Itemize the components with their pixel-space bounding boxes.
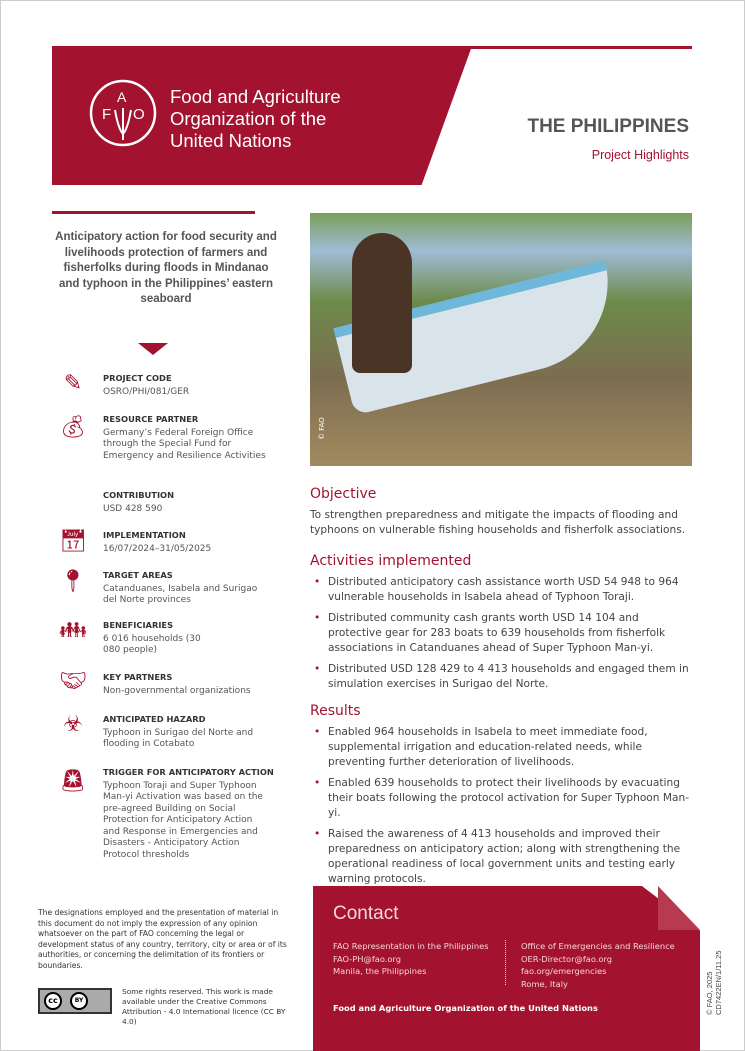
doc-code: CD7422EN/1/11.25 [714, 950, 723, 1015]
cc-license-badge [38, 988, 112, 1014]
fact-label: PROJECT CODE [103, 373, 172, 383]
fact-value: Germany’s Federal Foreign Office through the Special Fund for Emergency and Resilience Activities [103, 427, 266, 461]
fact-value: Catanduanes, Isabela and Surigao del Norte provinces [103, 583, 258, 605]
fact-value: Typhoon Toraji and Super Typhoon Man-yi Activation was based on the pre-agreed Building on Social Protection for Anticipatory Action and Response in Emergencies and Disasters - Anticipatory Action Protocol thresholds [103, 780, 263, 860]
list-item: • Distributed USD 128 429 to 4 413 households and engaged them in simulation exercises in Surigao del Norte. [310, 662, 695, 692]
activities-section [310, 554, 695, 698]
photo-credit: © FAO [318, 417, 326, 440]
fact-label: TRIGGER FOR ANTICIPATORY ACTION [103, 767, 274, 777]
contact-line: Office of Emergencies and Resilience [521, 941, 675, 951]
person-shape [352, 233, 412, 373]
contact-email[interactable]: OER-Director@fao.org [521, 953, 613, 964]
svg-text:O: O [133, 106, 145, 123]
svg-text:A: A [117, 89, 127, 105]
section-heading: Objective [310, 486, 377, 502]
fact-label: ANTICIPATED HAZARD [103, 714, 206, 724]
country-title: THE PHILIPPINES [527, 116, 689, 137]
copyright-line: © FAO, 2025 [705, 971, 714, 1015]
fact-value: 16/07/2024–31/05/2025 [103, 543, 212, 554]
contact-left [333, 940, 489, 978]
fact-project-code [103, 373, 273, 398]
fact-value: Non-governmental organizations [103, 685, 251, 696]
objective-text: To strengthen preparedness and mitigate the impacts of flooding and typhoons on vulnerable fishing households and fisherfolk associations. [310, 509, 686, 536]
contact-link[interactable]: fao.org/emergencies [521, 966, 607, 976]
photo-fisherman-boat [310, 213, 692, 466]
contact-heading: Contact [333, 903, 399, 924]
fact-label: BENEFICIARIES [103, 620, 174, 630]
sidebar-rule [52, 211, 255, 214]
fact-label: IMPLEMENTATION [103, 530, 186, 540]
org-name [170, 86, 341, 152]
contact-org: Food and Agriculture Organization of the United Nations [333, 1003, 598, 1013]
list-item: • Distributed community cash grants worth USD 14 104 and protective gear for 283 boats to 639 households from fisherfolk associations in Catanduanes ahead of Super Typhoon Man-yi. [310, 611, 695, 656]
money-bag-icon: 💰︎ [59, 415, 87, 440]
list-item: • Enabled 964 households in Isabela to meet immediate food, supplemental irrigation and education-related needs, while preventing further deterioration of livelihoods. [310, 725, 695, 770]
fact-label: RESOURCE PARTNER [103, 414, 199, 424]
fact-implementation [103, 530, 273, 555]
handshake-icon: 🤝︎ [59, 669, 87, 694]
contact-divider [505, 940, 506, 985]
section-heading: Activities implemented [310, 553, 472, 569]
copyright [705, 951, 723, 1016]
document-pen-icon: ✎ [63, 371, 83, 396]
cc-icon: cc [44, 992, 62, 1010]
project-title: Anticipatory action for food security and livelihoods protection of farmers and fisherfolks during floods in Mindanao and typhoon in the Philippines’ eastern seaboard [55, 231, 277, 305]
fact-value: OSRO/PHI/081/GER [103, 386, 190, 397]
contact-line: FAO Representation in the Philippines [333, 941, 489, 951]
license-text: Some rights reserved. This work is made available under the Creative Commons Attribution - 4.0 International licence (CC BY 4.0) [122, 987, 286, 1026]
family-icon: 👪︎ [59, 618, 87, 643]
fact-label: TARGET AREAS [103, 570, 173, 580]
fact-value: Typhoon in Surigao del Norte and flooding in Cotabato [103, 727, 254, 749]
list-item: • Distributed anticipatory cash assistance worth USD 54 948 to 964 vulnerable households in Isabela ahead of Typhoon Toraji. [310, 575, 695, 605]
fao-logo [88, 78, 158, 148]
org-line: Food and Agriculture [170, 86, 341, 107]
list-item: • Enabled 639 households to protect their livelihoods by evacuating their boats following the protocol activation for Super Typhoon Man-yi. [310, 776, 695, 821]
fact-beneficiaries [103, 620, 273, 657]
org-line: Organization of the [170, 108, 327, 129]
fact-hazard [103, 714, 273, 751]
fact-key-partners [103, 672, 273, 697]
contact-right [521, 940, 675, 990]
fact-label: CONTRIBUTION [103, 490, 175, 500]
fact-value: 6 016 households (30 080 people) [103, 633, 201, 655]
section-heading: Results [310, 703, 361, 719]
results-section [310, 704, 695, 893]
fact-value: USD 428 590 [103, 503, 163, 514]
fact-resource-partner [103, 414, 273, 462]
triangle-marker [138, 343, 168, 355]
svg-text:F: F [102, 106, 112, 123]
contact-email[interactable]: FAO-PH@fao.org [333, 953, 402, 964]
hazard-icon: ☣ [63, 712, 83, 737]
fact-contribution [103, 490, 273, 515]
objective-section [310, 487, 695, 538]
contact-line: Rome, Italy [521, 978, 568, 989]
doc-subtitle: Project Highlights [591, 148, 689, 162]
map-pin-icon: 📍︎ [59, 569, 87, 594]
fact-label: KEY PARTNERS [103, 672, 173, 682]
attribution-icon: BY [70, 992, 88, 1010]
contact-line: Manila, the Philippines [333, 966, 427, 976]
org-line: United Nations [170, 130, 292, 151]
alarm-light-icon: 🚨︎ [59, 769, 87, 794]
calendar-clock-icon: 📅︎ [59, 529, 87, 554]
header-rule [52, 46, 692, 49]
list-item: • Raised the awareness of 4 413 households and improved their preparedness on anticipatory action; along with strengthening the operational readiness of local government units and testing early warning protocols. [310, 827, 695, 887]
fact-target-areas [103, 570, 273, 607]
disclaimer: The designations employed and the presentation of material in this document do not imply the expression of any opinion whatsoever on the part of FAO concerning the legal or development status of any country, territory, city or area or of its authorities, or concerning the delimitation of its frontiers or boundaries. [38, 908, 287, 970]
fact-trigger [103, 767, 274, 861]
